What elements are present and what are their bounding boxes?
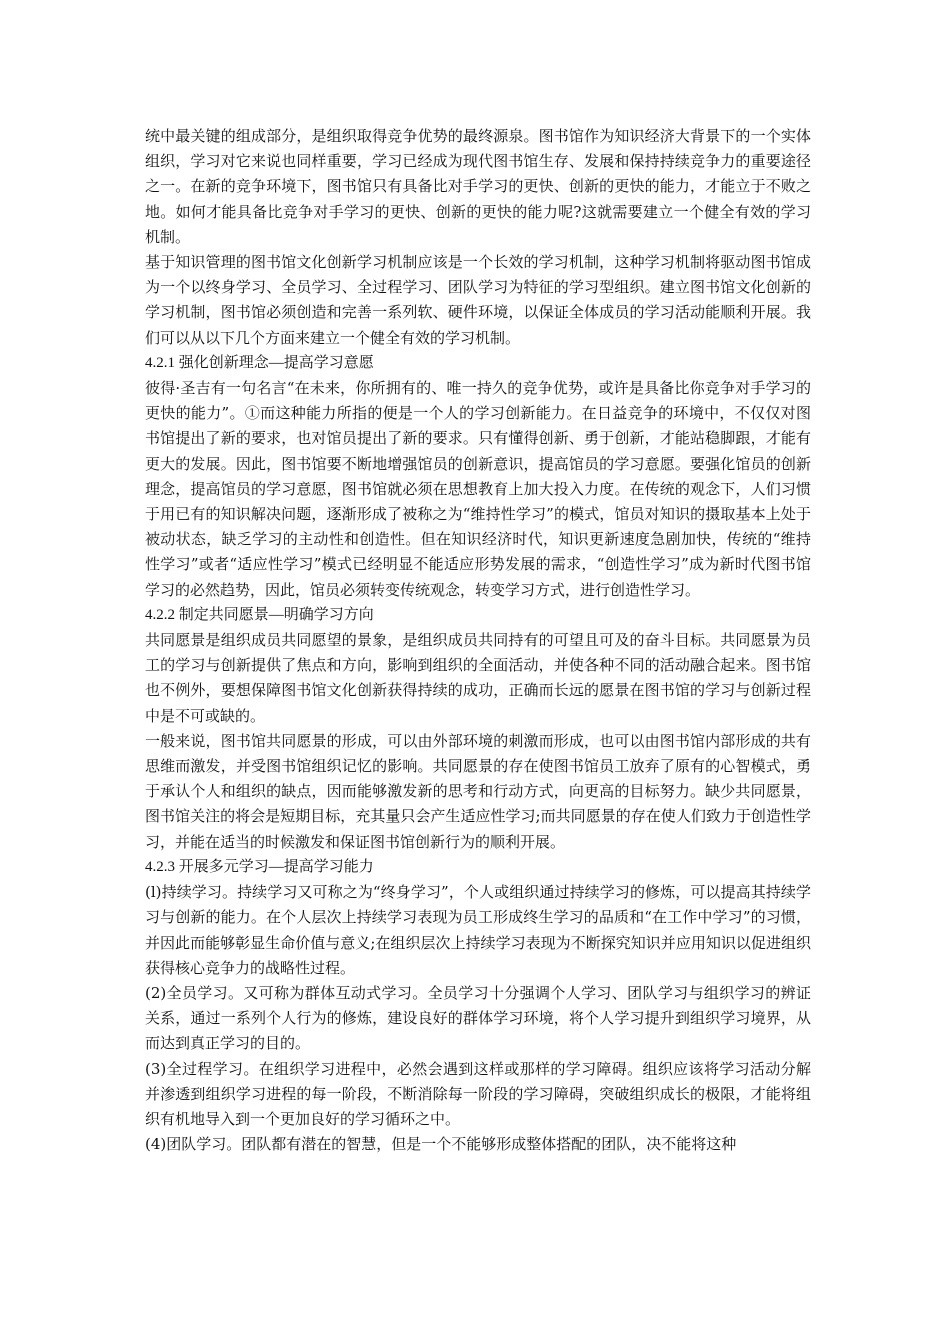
document-page xyxy=(145,124,811,1157)
body-paragraph: (l)持续学习。持续学习又可称之为“终身学习”，个人或组织通过持续学习的修炼，可以提高其持续学习与创新的能力。在个人层次上持续学习表现为员工形成终生学习的品质和“在工作中学习”的习惯，并因此而能够彰显生命价值与意义;在组织层次上持续学习表现为不断探究知识并应用知识以促进组织获得核心竞争力的战略性过程。 xyxy=(145,883,811,977)
section-heading-4-2-2: 4.2.2 制定共同愿景—明确学习方向 xyxy=(145,606,374,623)
body-paragraph: 基于知识管理的图书馆文化创新学习机制应该是一个长效的学习机制，这种学习机制将驱动图书馆成为一个以终身学习、全员学习、全过程学习、团队学习为特征的学习型组织。建立图书馆文化创新的学习机制，图书馆必须创造和完善一系列软、硬件环境，以保证全体成员的学习活动能顺利开展。我们可以从以下几个方面来建立一个健全有效的学习机制。 xyxy=(145,253,811,347)
section-heading-4-2-3: 4.2.3 开展多元学习—提高学习能力 xyxy=(145,858,374,875)
body-paragraph: 统中最关键的组成部分，是组织取得竞争优势的最终源泉。图书馆作为知识经济大背景下的一个实体组织，学习对它来说也同样重要，学习已经成为现代图书馆生存、发展和保持持续竞争力的重要途径之一。在新的竞争环境下，图书馆只有具备比对手学习的更快、创新的更快的能力，才能立于不败之地。如何才能具备比竞争对手学习的更快、创新的更快的能力呢?这就需要建立一个健全有效的学习机制。 xyxy=(145,127,811,246)
body-paragraph: (4)团队学习。团队都有潜在的智慧，但是一个不能够形成整体搭配的团队，决不能将这种 xyxy=(145,1135,737,1154)
body-paragraph: 一般来说，图书馆共同愿景的形成，可以由外部环境的刺激而形成，也可以由图书馆内部形成的共有思维而激发，并受图书馆组织记忆的影响。共同愿景的存在使图书馆员工放弃了原有的心智模式，勇于承认个人和组织的缺点，因而能够激发新的思考和行动方式，向更高的目标努力。缺少共同愿景，图书馆关注的将会是短期目标，充其量只会产生适应性学习;而共同愿景的存在使人们致力于创造性学习，并能在适当的时候激发和保证图书馆创新行为的顺利开展。 xyxy=(145,731,811,851)
body-paragraph: 彼得·圣吉有一句名言“在未来，你所拥有的、唯一持久的竞争优势，或许是具备比你竞争对手学习的更快的能力”。①而这种能力所指的便是一个人的学习创新能力。在日益竞争的环境中，不仅仅对图书馆提出了新的要求，也对馆员提出了新的要求。只有懂得创新、勇于创新，才能站稳脚跟，才能有更大的发展。因此，图书馆要不断地增强馆员的创新意识，提高馆员的学习意愿。要强化馆员的创新理念，提高馆员的学习意愿，图书馆就必须在思想教育上加大投入力度。在传统的观念下，人们习惯于用已有的知识解决问题，逐渐形成了被称之为“维持性学习”的模式，馆员对知识的摄取基本上处于被动状态，缺乏学习的主动性和创造性。但在知识经济时代，知识更新速度急剧加快，传统的“维持性学习”或者“适应性学习”模式已经明显不能适应形势发展的需求，“创造性学习”成为新时代图书馆学习的必然趋势，因此，馆员必须转变传统观念，转变学习方式，进行创造性学习。 xyxy=(145,379,811,599)
section-heading-4-2-1: 4.2.1 强化创新理念—提高学习意愿 xyxy=(145,354,374,371)
body-paragraph: (3)全过程学习。在组织学习进程中，必然会遇到这样或那样的学习障碍。组织应该将学习活动分解并渗透到组织学习进程的每一阶段，不断消除每一阶段的学习障碍，突破组织成长的极限，才能将组织有机地导入到一个更加良好的学习循环之中。 xyxy=(145,1059,811,1128)
body-paragraph: (2)全员学习。又可称为群体互动式学习。全员学习十分强调个人学习、团队学习与组织学习的辨证关系，通过一系列个人行为的修炼，建设良好的群体学习环境，将个人学习提升到组织学习境界，从而达到真正学习的目的。 xyxy=(145,983,811,1053)
body-paragraph: 共同愿景是组织成员共同愿望的景象，是组织成员共同持有的可望且可及的奋斗目标。共同愿景为员工的学习与创新提供了焦点和方向，影响到组织的全面活动，并使各种不同的活动融合起来。图书馆也不例外，要想保障图书馆文化创新获得持续的成功，正确而长远的愿景在图书馆的学习与创新过程中是不可或缺的。 xyxy=(145,631,811,725)
